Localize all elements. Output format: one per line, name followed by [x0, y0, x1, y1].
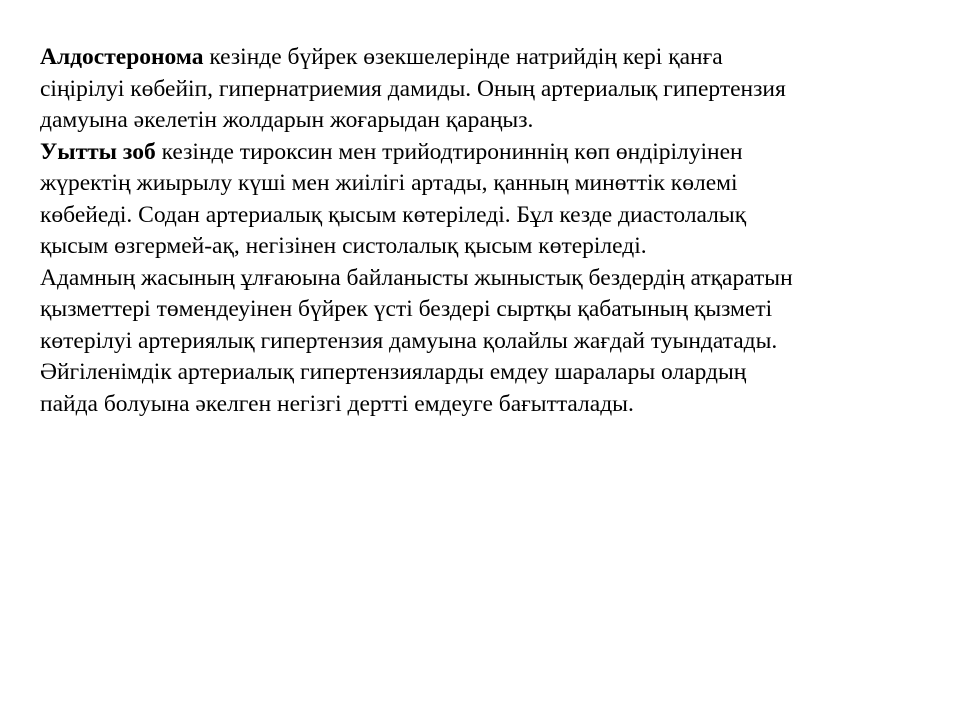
text-line: көтерілуі артериялық гипертензия дамуына қолайлы жағдай туындатады.	[40, 327, 778, 354]
text-line: Әйгіленімдік артериалық гипертензияларды емдеу шаралары олардың	[40, 359, 747, 385]
text-line: қызметтері төмендеуінен бүйрек үсті бездері сыртқы қабатының қызметі	[40, 296, 773, 322]
paragraph-toxic-goiter	[40, 137, 920, 263]
text-line: пайда болуына әкелген негізгі дертті емдеуге бағытталады.	[40, 390, 634, 417]
text-line: көбейеді. Содан артериалық қысым көтеріледі. Бұл кезде диастолалық	[40, 201, 747, 228]
text-line: қысым өзгермей-ақ, негізінен систолалық қысым көтеріледі.	[40, 233, 647, 259]
paragraph-aldosteronoma	[40, 42, 920, 137]
text-line	[40, 42, 920, 74]
text-line: дамуына әкелетін жолдарын жоғарыдан қараңыз.	[40, 107, 534, 133]
line-text: кезінде тироксин мен трийодтирониннің көп өндірілуінен	[155, 138, 743, 165]
text-line: Адамның жасының ұлғаюына байланысты жыныстық бездердің атқаратын	[40, 264, 793, 291]
paragraph-age-related	[40, 263, 920, 358]
text-line	[40, 137, 920, 169]
slide-text-body	[40, 42, 920, 420]
text-line: сіңірілуі көбейіп, гипернатриемия дамиды. Оның артериалық гипертензия	[40, 75, 786, 102]
term-aldosteronoma: Алдостеронома	[40, 44, 204, 70]
line-text: кезінде бүйрек өзекшелерінде натрийдің кері қанға	[203, 44, 723, 70]
paragraph-treatment	[40, 357, 920, 420]
text-line: жүректің жиырылу күші мен жиілігі артады, қанның минөттік көлемі	[40, 170, 738, 196]
term-toxic-goiter: Уытты зоб	[40, 138, 156, 165]
